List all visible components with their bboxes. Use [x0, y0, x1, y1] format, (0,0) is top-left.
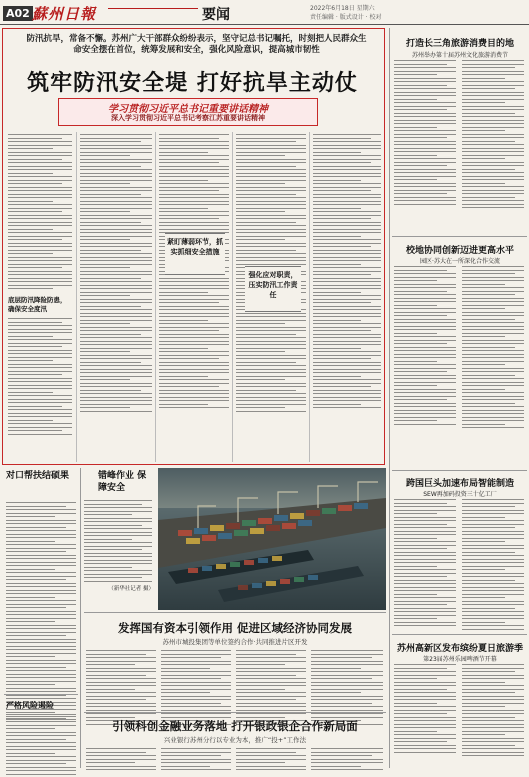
- right-story-1-col-a: [394, 60, 456, 207]
- story-a-subhead: 苏州市城投集团等单位签约合作·共同推进片区开发: [162, 638, 308, 646]
- right-story-4-col-a: [394, 664, 456, 755]
- story-a-col1: [86, 650, 156, 727]
- date-line: 2022年6月18日 星期六: [310, 5, 375, 12]
- lead-col-rule-2: [155, 132, 156, 462]
- photo-caption-body: [84, 500, 152, 582]
- port-photo-image: [158, 468, 386, 610]
- lead-col-rule-1: [76, 132, 77, 462]
- story-a-col4: [311, 650, 383, 727]
- right-story-2-sub: 园区·苏大在一所深化合作交流: [420, 258, 500, 265]
- pull-quote-2-text: 强化应对职责，压实防汛工作责任: [248, 271, 298, 299]
- lead-banner: [58, 98, 318, 126]
- masthead-rule: [0, 24, 529, 25]
- story-a-col3: [236, 650, 306, 727]
- lead-col-rule-3: [232, 132, 233, 462]
- story-a-col2: [161, 650, 231, 727]
- lead-headline: 筑牢防汛安全堤 打好抗旱主动仗: [27, 71, 358, 96]
- right-rule-2: [392, 470, 527, 471]
- pull-quote-1-text: 紧盯薄弱环节，抓实抓细安全措施: [167, 238, 223, 256]
- story-b-headline: 引领科创金融业务落地 打开银政银企合作新局面: [112, 719, 358, 733]
- right-story-3-col-b: [462, 499, 524, 632]
- right-story-2-col-b: [462, 266, 524, 431]
- story-b-col1: [86, 748, 156, 773]
- lead-kicker: 防汛抗旱，常备不懈。苏州广大干部群众纷纷表示，坚守记总书记嘱托，时刻把人民群众生命安全摆在首位，统筹发展和安全，强化风险意识，提高城市韧性: [26, 34, 367, 55]
- right-story-4-title: 苏州高新区发布缤纷夏日旅游季: [396, 644, 523, 654]
- lead-col-rule-4: [309, 132, 310, 462]
- right-story-3-col-a: [394, 499, 456, 629]
- right-story-1-title: 打造长三角旅游消费目的地: [405, 39, 514, 49]
- story-b-col4: [311, 748, 383, 773]
- pull-quote-2: [245, 266, 301, 312]
- lead-body-col1b: [8, 318, 72, 437]
- story-b-col3: [236, 748, 306, 773]
- lead-body-col2: [80, 134, 152, 414]
- left-subhead-3: 严格风险遏险: [6, 701, 54, 710]
- masthead-divider: [108, 8, 198, 9]
- left-lower-rule: [4, 694, 78, 695]
- paper-logo: 蘇州日報: [32, 5, 97, 23]
- photo-caption-title: 错峰作业 保障安全: [98, 471, 147, 493]
- left-subhead-2: 对口帮扶结硕果: [6, 471, 70, 481]
- editor-line: 责任编辑 · 版式设计 · 校对: [310, 14, 382, 21]
- right-column-rule: [389, 28, 390, 768]
- right-story-2-title: 校地协同创新迈进更高水平: [405, 246, 514, 256]
- pull-quote-1: [165, 233, 225, 275]
- lead-subhead-1: 底层防汛降险防患，确保安全度汛: [8, 296, 67, 313]
- photo-credit: （新华社记者 摄）: [108, 586, 154, 592]
- port-photo: [158, 468, 386, 610]
- banner-title: 学习贯彻习近平总书记重要讲话精神: [108, 104, 268, 115]
- photo-caption-box: [84, 470, 154, 608]
- right-story-1-col-b: [462, 60, 524, 211]
- lead-body-col5: [313, 134, 381, 411]
- right-rule-1: [392, 236, 527, 237]
- story-a-headline: 发挥国有资本引领作用 促进区域经济协同发展: [117, 621, 352, 635]
- masthead: [0, 0, 529, 24]
- right-story-4-sub: 第23届苏州乐园啤酒节开幕: [423, 656, 497, 663]
- right-story-4-col-b: [462, 664, 524, 759]
- right-story-2-col-a: [394, 266, 456, 427]
- story-b-subhead: 兴业银行苏州分行以专业为本，推广“投+”工作法: [163, 736, 307, 744]
- section-title: 要闻: [202, 7, 230, 23]
- right-rule-3: [392, 634, 527, 635]
- right-story-1-sub: 苏州举办第十届苏州文化旅游消费节: [411, 52, 508, 59]
- story-b-top-rule: [84, 712, 386, 713]
- left-lower-col-rule: [80, 468, 81, 768]
- right-story-3-sub: SEW再加码投资三十亿工厂: [423, 491, 497, 498]
- page-number: A02: [3, 6, 33, 21]
- banner-subtitle: 深入学习贯彻习近平总书记考察江苏重要讲话精神: [111, 114, 265, 122]
- right-story-3-title: 跨国巨头加速布局智能制造: [405, 479, 514, 489]
- lead-body-col1: [8, 134, 72, 292]
- story-b-col2: [161, 748, 231, 773]
- left-lower-body: [6, 502, 76, 723]
- story-a-top-rule: [84, 612, 386, 613]
